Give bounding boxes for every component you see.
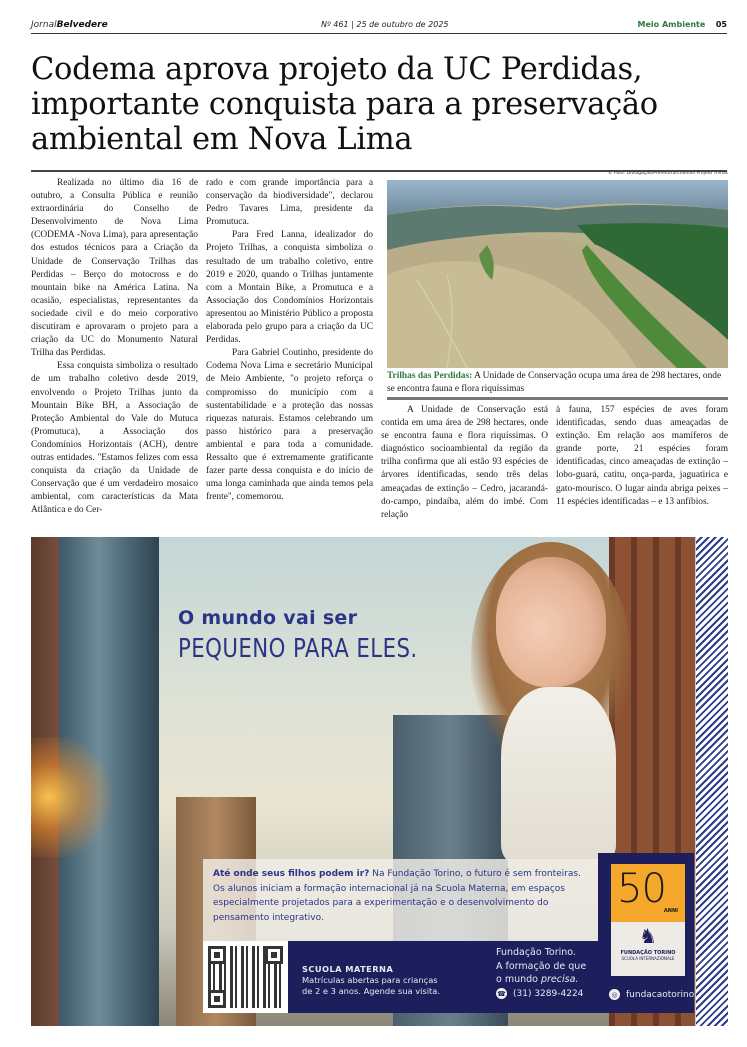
instagram-icon: ◎	[609, 989, 620, 1000]
scuola-materna-info	[302, 964, 440, 997]
logo-name: FUNDAÇÃO TORINO	[620, 950, 676, 956]
section-label: Meio Ambiente	[637, 20, 706, 29]
article-column-1	[31, 177, 198, 517]
caption-title: Trilhas das Perdidas:	[387, 371, 473, 381]
slogan-line-2: A formação de que	[496, 960, 587, 972]
ad-headline-2: PEQUENO PARA ELES.	[178, 634, 418, 664]
paragraph: Para Fred Lanna, idealizador do Projeto Trilhas, a conquista simboliza o resultado de um trabalho coletivo, entre 2019 e 2020, quando o Trilhas juntamente com a Montain Bike, a Promutuca e a Associação dos Condomínios Horizontais apresentou ao Ministério Público a proposta elaborada pelo grupo para a criação da UC Perdidas.	[206, 230, 373, 346]
logo-number: 50	[617, 866, 666, 912]
slogan-line-3: o mundo precisa.	[496, 974, 579, 985]
qr-pattern	[208, 946, 283, 1008]
paragraph: Essa conquista simboliza o resultado de um trabalho coletivo desde 2019, envolvendo o Projeto Trilhas junto da Mountain Bike BH, a Associação de Proteção Ambiental do Vale do Mutuca (Promutuca), a Associação dos Condomínios Horizontais (ACH), dentre outras entidades. "Estamos felizes com essa conquista da criação da Unidade de Conservação que é um verdadeiro mosaico ambiental, com características da Mata Atlântica e do Cer-	[31, 361, 198, 516]
ad-body-question: Até onde seus filhos podem ir?	[213, 869, 370, 879]
phone-contact[interactable]	[496, 988, 583, 999]
advertisement-fundacao-torino[interactable]	[31, 537, 728, 1026]
photo-credit: © Foto: Divulgação/Prefeitura/Coletivo Projeto Trilhas	[608, 171, 728, 176]
ad-headline-1: O mundo vai ser	[178, 607, 358, 629]
article-headline: Codema aprova projeto da UC Perdidas, importante conquista para a preservação ambiental em Nova Lima	[31, 52, 658, 157]
mountain-landscape-image	[387, 180, 728, 368]
logo-anni: ANNI	[663, 908, 678, 914]
issue-info: Nº 461 | 25 de outubro de 2025	[321, 20, 449, 29]
paragraph: rado e com grande importância para a conservação da biodiversidade", declarou Pedro Tavares Lima, presidente da Promutuca.	[206, 178, 373, 228]
child-shirt	[501, 687, 616, 862]
child-face	[496, 557, 606, 687]
qr-finder-icon	[208, 946, 226, 964]
qr-finder-icon	[208, 990, 226, 1008]
scuola-title: SCUOLA MATERNA	[302, 964, 394, 974]
phone-number: (31) 3289-4224	[513, 988, 584, 999]
article-column-2	[206, 177, 373, 504]
paragraph: Para Gabriel Coutinho, presidente do Codema Nova Lima e secretário Municipal de Meio Ambiente, "o projeto reforça o compromisso do município com a sustentabilidade e a proteção das nossas riquezas naturais. Estamos celebrando um passo histórico para a preservação ambiental e para toda a comunidade. Ressalto que é extremamente gratificante fazer parte dessa conquista e do início de uma longa caminhada que ainda temos pela frente", comemorou.	[206, 348, 373, 503]
paper-name-belvedere: Belvedere	[56, 20, 108, 30]
article-column-3	[381, 404, 548, 522]
sun-glare	[31, 737, 121, 857]
paragraph: à fauna, 157 espécies de aves foram identificadas, sendo duas ameaçadas de extinção. Em relação aos mamíferos de grande porte, 21 espécies foram identificadas, cinco ameaçadas de extinção – lobo-guará, catitu, onça-parda, jaguatirica e gato-mourisco. O lugar ainda abriga peixes – 11 espécies identificadas – e 13 anfíbios.	[556, 405, 728, 507]
paragraph: Realizada no último dia 16 de outubro, a Consulta Pública e reunião extraordinária do Conselho de Desenvolvimento de Nova Lima (CODEMA -Nova Lima), para apresentação dos estudos técnicos para a Criação da Unidade de Conservação Trilhas das Perdidas – Berço do motocross e do mountain bike na América Latina. Na ocasião, especialistas, representantes da sociedade civil e do meio corporativo discutiram e aprovaram o projeto para a criação da UC do Monumento Natural Trilha das Perdidas.	[31, 178, 198, 359]
fundacao-torino-50-anni-logo	[611, 864, 685, 976]
article-photo	[387, 180, 728, 368]
ad-body-text	[203, 859, 598, 942]
article-column-4	[556, 404, 728, 509]
instagram-contact[interactable]	[609, 989, 694, 1000]
logo-top	[611, 864, 685, 922]
page-number: 05	[715, 20, 727, 29]
masthead	[31, 18, 727, 34]
qr-finder-icon	[265, 946, 283, 964]
horse-rider-icon: ♞	[639, 924, 657, 948]
ad-body-description: Na Fundação Torino, o futuro é sem fronteiras. Os alunos iniciam a formação internacional já na Scuola Materna, em espaços especialmente projetados para a experimentação e o desenvolvimento do pensamento integrativo.	[213, 869, 581, 923]
caption-divider	[387, 397, 728, 400]
scuola-line-1: Matrículas abertas para crianças	[302, 975, 438, 985]
caption-text: A Unidade de Conservação ocupa uma área de 298 hectares, onde se encontra fauna e flora riquíssimas	[387, 371, 722, 394]
fundacao-slogan	[496, 946, 586, 987]
decorative-hatch-border	[695, 537, 728, 1026]
section-info	[638, 20, 727, 29]
paper-name	[31, 20, 108, 30]
phone-icon: ☎	[497, 989, 506, 998]
slogan-line-1: Fundação Torino.	[496, 947, 576, 958]
paper-name-jornal: Jornal	[31, 20, 57, 30]
logo-sub: SCUOLA INTERNAZIONALE	[621, 956, 675, 961]
instagram-handle: fundacaotorino	[626, 989, 695, 1000]
qr-code[interactable]	[203, 941, 288, 1013]
logo-bottom	[611, 922, 685, 976]
photo-caption	[387, 370, 728, 395]
paragraph: A Unidade de Conservação está contida em uma área de 298 hectares, onde se encontra fauna e flora riquíssimas. O diagnóstico socioambiental da região da trilha confirma que ali estão 93 espécies de árvores identificadas, sendo três delas ameaçadas de extinção – Cedro, jacarandá-do-campo, pindaíba, além do imbé. Com relação	[381, 405, 548, 520]
scuola-line-2: de 2 e 3 anos. Agende sua visita.	[302, 986, 441, 996]
